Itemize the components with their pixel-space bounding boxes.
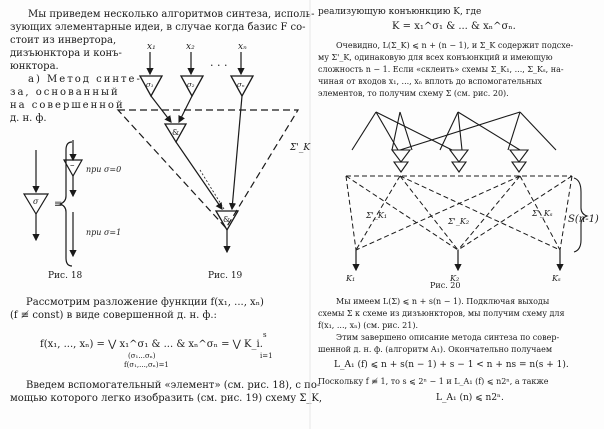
intro-line-5: юнктора. <box>10 61 59 72</box>
fig19-sigma-triangle <box>118 110 298 228</box>
closing-line-1: Введем вспомогательный «элемент» (см. рис. 18), с по- <box>26 380 321 391</box>
intro-line-2: зующих элементарные идеи, в случае когда базис F со- <box>10 22 306 33</box>
para2-line-3: f(x₁, ..., xₙ) (см. рис. 21). <box>318 321 419 330</box>
decomp-line-2: (f ≢ const) в виде совершенной д. н. ф.: <box>10 310 217 321</box>
fig20-output-ks: Kₛ <box>552 274 561 283</box>
para2-line-2: схемы Σ к схеме из дизъюнкторов, мы получим схему для <box>318 309 565 318</box>
fig20-caption: Рис. 20 <box>430 281 461 290</box>
formula-sub-index: i=1 <box>260 352 273 360</box>
method-line-1: а) Метод синте- <box>28 74 142 85</box>
k-formula: K = x₁^σ₁ & ... & xₙ^σₙ. <box>392 21 516 32</box>
fig18-case-top: при σ=0 <box>86 165 122 174</box>
fig18-element-label: σ <box>33 197 39 206</box>
fig19-and-label-final: & <box>223 215 231 224</box>
fig20-diagram <box>345 112 599 283</box>
fig18-diagram <box>24 140 82 266</box>
para2-line-1: Мы имеем L(Σ) ⩽ n + s(n − 1). Подключая выходы <box>336 297 550 306</box>
fig18-case-bottom: при σ=1 <box>86 228 122 237</box>
closing-line-2: мощью которого легко изобразить (см. рис. 19) схему Σ_K, <box>10 393 323 404</box>
para2-line-5: шенной д. н. ф. (алгоритм A₁). Окончательно получаем <box>318 345 553 354</box>
para1-line-1: Очевидно, L(Σ_K) ⩽ n + (n − 1), и Σ_K содержит подсхе- <box>336 41 574 50</box>
fig19-and-label-1: & <box>172 128 180 137</box>
fig18-caption: Рис. 18 <box>48 271 83 281</box>
method-line-4: д. н. ф. <box>10 113 47 124</box>
fig19-sigma-label: Σ'_K <box>290 143 311 153</box>
fig19-input-x2: x₂ <box>186 42 195 52</box>
fig20-sigma-label-2: Σ'_K₂ <box>448 217 470 226</box>
fig20-brace-label: S(n-1) <box>568 214 599 225</box>
right-top-line: реализующую конъюнкцию K, где <box>318 7 482 17</box>
fig20-output-k1: K₁ <box>346 274 356 283</box>
para1-line-4: чиная от входов x₁, ..., xₙ вплоть до вспомогательных <box>318 77 543 86</box>
fig19-gate-label-1: σ₁ <box>146 81 154 89</box>
l-formula: L_A₁ (f) ⩽ n + s(n − 1) + s − 1 < n + ns = n(s + 1). <box>334 360 569 370</box>
fig19-input-xn: xₙ <box>238 42 247 52</box>
method-line-3: на совершенной <box>10 100 125 111</box>
fig18-inverter-label: – <box>70 161 75 171</box>
formula-sup-s: s <box>263 331 267 339</box>
intro-line-4: дизъюнктора и конъ- <box>10 48 122 59</box>
para2-line-4: Этим завершено описание метода синтеза по совер- <box>336 333 560 342</box>
para1-line-5: элементов, то получим схему Σ (см. рис. 20). <box>318 89 509 98</box>
fig19-diagram <box>118 42 311 252</box>
para1-line-2: му Σ'_K, одинаковую для всех конъюнкций и имеющую <box>318 53 553 62</box>
formula-sub-condition: f(σ₁,...,σₙ)=1 <box>124 361 169 369</box>
dnf-formula: f(x₁, ..., xₙ) = ⋁ x₁^σ₁ & ... & xₙ^σₙ = ⋁ K_i. <box>40 339 263 350</box>
para3-line: Поскольку f ≢ 1, то s ⩽ 2ⁿ − 1 и L_A₁ (f) ⩽ n2ⁿ, а также <box>318 377 549 386</box>
fig19-gate-label-n: σₙ <box>237 81 245 89</box>
intro-line-1: Мы приведем несколько алгоритмов синтеза, исполь- <box>28 9 315 20</box>
fig20-output-k2: K₂ <box>450 274 460 283</box>
method-line-2: за, основанный <box>10 87 120 98</box>
fig19-dots: . . . <box>210 56 228 69</box>
fig19-gate-label-2: σ₂ <box>187 81 195 89</box>
fig19-input-x1: x₁ <box>147 42 156 52</box>
fig20-sigma-label-1: Σ'_K₁ <box>366 211 388 220</box>
fig18-eq-label: ≡ <box>54 199 63 210</box>
decomp-line-1: Рассмотрим разложение функции f(x₁, ..., xₙ) <box>26 297 264 308</box>
fig19-caption: Рис. 19 <box>208 271 243 281</box>
para1-line-3: сложность n − 1. Если «склеить» схемы Σ_K₁, ..., Σ_Kₛ, на- <box>318 65 564 74</box>
intro-line-3: стоит из инвертора, <box>10 35 117 46</box>
final-formula: L_A₁ (n) ⩽ n2ⁿ. <box>436 393 504 403</box>
fig20-sigma-label-s: Σ'_Kₛ <box>532 209 553 218</box>
formula-sub-sigma: (σ₁...σₙ) <box>128 352 156 360</box>
